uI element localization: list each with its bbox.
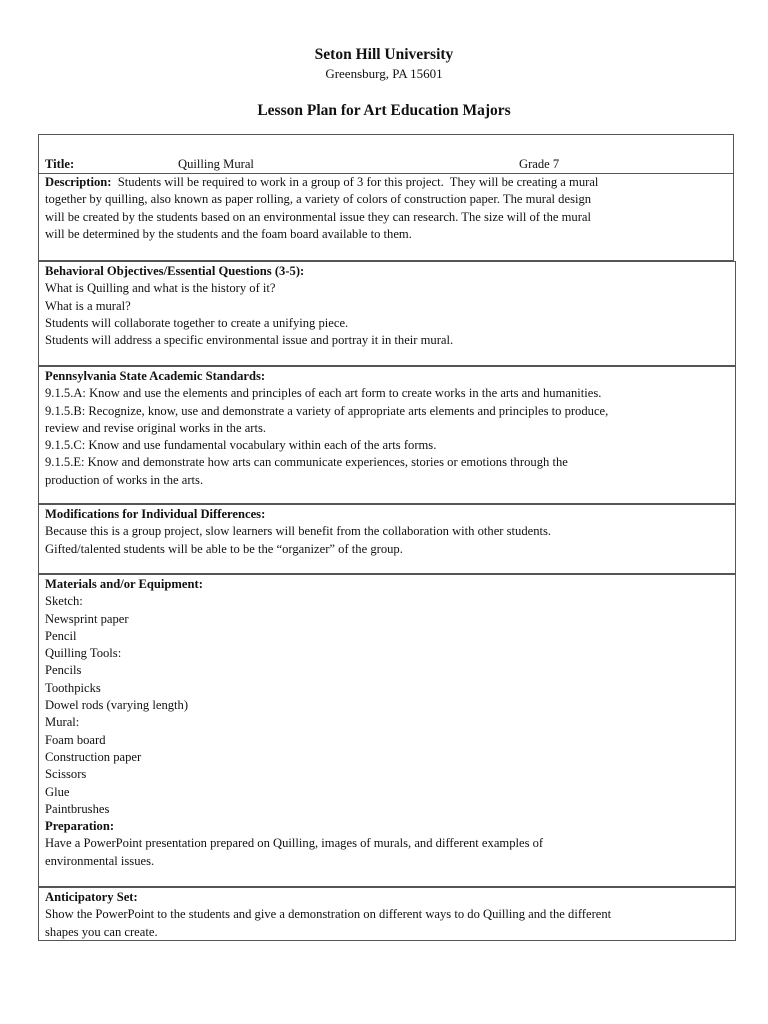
university-address: Greensburg, PA 15601 (325, 66, 443, 81)
preparation-line: environmental issues. (45, 853, 155, 868)
description-block (45, 174, 727, 243)
document-title: Lesson Plan for Art Education Majors (257, 102, 511, 119)
objectives-heading: Behavioral Objectives/Essential Questions (3-5): (45, 264, 305, 278)
description-line: together by quilling, also known as paper rolling, a variety of colors of construction paper. The mural design (45, 192, 592, 207)
preparation-heading: Preparation: (45, 819, 115, 834)
standard-line: 9.1.5.C: Know and use fundamental vocabulary within each of the arts forms. (45, 438, 437, 453)
standard-line: review and revise original works in the arts. (45, 420, 267, 435)
material-item: Dowel rods (varying length) (45, 698, 189, 713)
university-name: Seton Hill University (314, 46, 454, 63)
material-item: Construction paper (45, 749, 142, 764)
material-item: Foam board (45, 732, 106, 747)
lesson-name: Quilling Mural (178, 157, 254, 171)
material-item: Newsprint paper (45, 611, 129, 626)
objective-line: Students will collaborate together to create a unifying piece. (45, 315, 349, 330)
materials-section (38, 574, 736, 887)
description-label: Description: (45, 175, 112, 189)
anticipatory-line: Show the PowerPoint to the students and give a demonstration on different ways to do Quilling and the different (45, 907, 612, 922)
modification-line: Because this is a group project, slow learners will benefit from the collaboration with other students. (45, 524, 552, 539)
material-item: Sketch: (45, 594, 83, 609)
title-row (45, 156, 735, 173)
standard-line: 9.1.5.E: Know and demonstrate how arts can communicate experiences, stories or emotions through the (45, 455, 568, 470)
title-description-section (38, 134, 734, 261)
preparation-line: Have a PowerPoint presentation prepared on Quilling, images of murals, and different examples of (45, 836, 544, 851)
standard-line: 9.1.5.B: Recognize, know, use and demonstrate a variety of appropriate arts elements and principles to produce, (45, 403, 609, 418)
modifications-section (38, 504, 736, 574)
anticipatory-line: shapes you can create. (45, 924, 158, 939)
material-item: Scissors (45, 767, 87, 782)
description-line: Description: Students will be required to work in a group of 3 for this project. They will be creating a mural (45, 175, 599, 189)
modification-line: Gifted/talented students will be able to be the “organizer” of the group. (45, 541, 403, 556)
materials-heading: Materials and/or Equipment: (45, 577, 203, 591)
material-item: Mural: (45, 715, 80, 730)
material-item: Pencil (45, 628, 77, 643)
standards-heading: Pennsylvania State Academic Standards: (45, 369, 266, 383)
description-line: will be determined by the students and the foam board available to them. (45, 226, 412, 241)
standard-line: 9.1.5.A: Know and use the elements and principles of each art form to create works in the arts and humanities. (45, 386, 602, 401)
standard-line: production of works in the arts. (45, 472, 204, 487)
description-line: will be created by the students based on an environmental issue they can research. The size will of the mural (45, 209, 592, 224)
material-item: Quilling Tools: (45, 646, 122, 661)
grade-level: Grade 7 (519, 157, 560, 171)
objective-line: Students will address a specific environmental issue and portray it in their mural. (45, 333, 454, 348)
material-item: Glue (45, 784, 70, 799)
anticipatory-section (38, 887, 736, 941)
material-item: Paintbrushes (45, 801, 110, 816)
material-item: Pencils (45, 663, 82, 678)
standards-section (38, 366, 736, 504)
title-label: Title: (45, 157, 75, 171)
material-item: Toothpicks (45, 680, 101, 695)
anticipatory-heading: Anticipatory Set: (45, 890, 138, 904)
modifications-heading: Modifications for Individual Differences: (45, 507, 266, 521)
objectives-section (38, 261, 736, 366)
objective-line: What is a mural? (45, 298, 131, 313)
objective-line: What is Quilling and what is the history of it? (45, 281, 276, 296)
